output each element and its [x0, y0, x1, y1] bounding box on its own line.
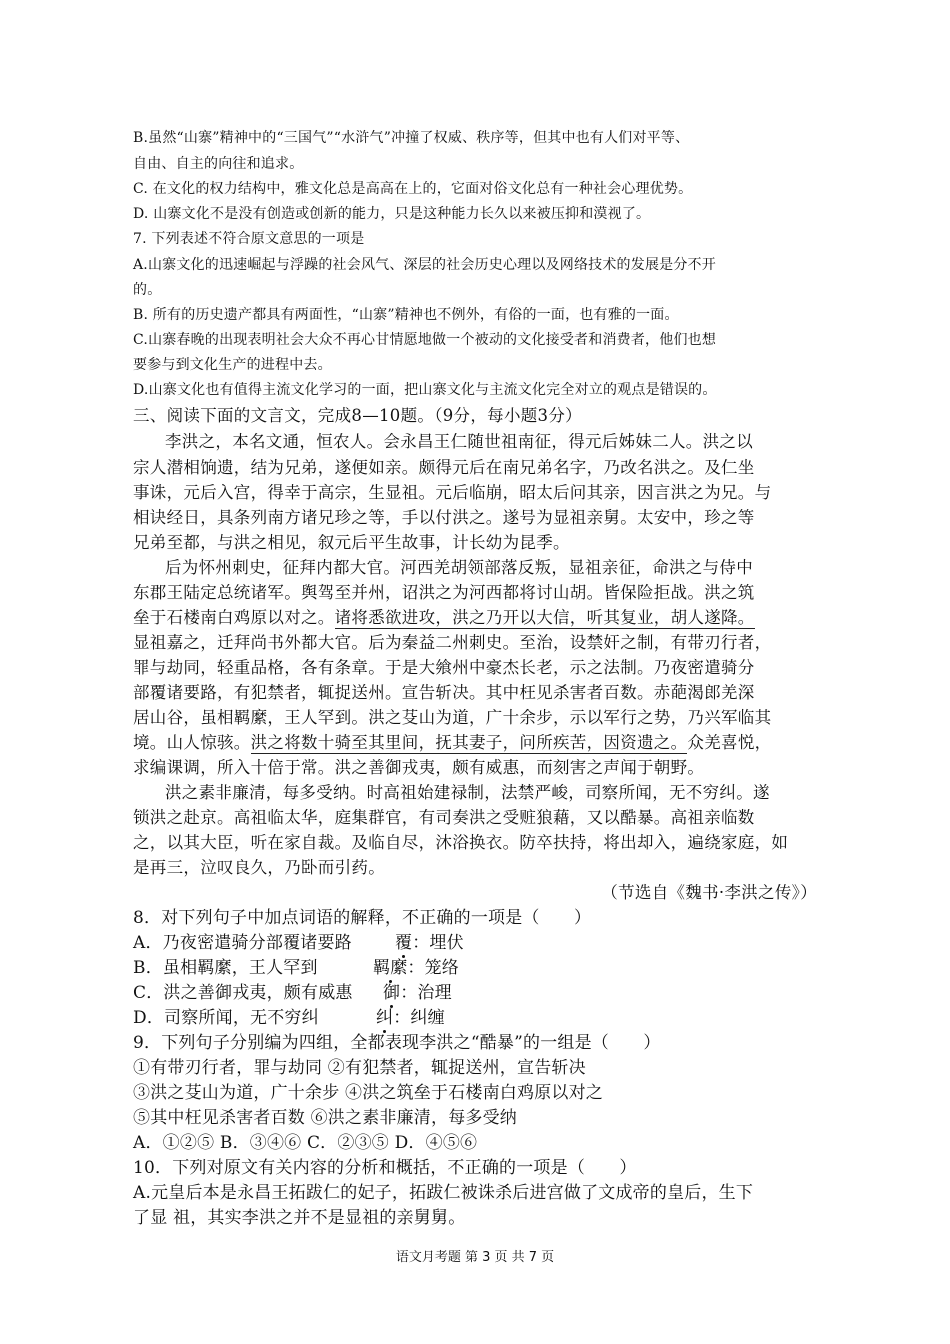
passage-p2-line7: 居山谷，虽相羁縻，王人罕到。洪之芟山为道，广十余步，示以军行之势，乃兴军临其 [133, 708, 772, 727]
underlined-sentence-2: 洪之将数十骑至其里间，抚其妻子，问所疾苦，因资遗之。 [250, 733, 688, 752]
passage-p1-line2: 宗人潜相饷遗，结为兄弟，遂便如亲。颇得元后在南兄弟名字，乃改名洪之。及仁坐 [133, 458, 755, 477]
q10-stem: 10．下列对原文有关内容的分析和概括，不正确的一项是（ ） [133, 1158, 637, 1178]
dotted-word: 纠 [376, 1008, 394, 1028]
q7-stem: 7. 下列表述不符合原文意思的一项是 [133, 231, 365, 247]
passage-p3-line3: 之，以其大臣，听在家自裁。及临自尽，沐浴换衣。防卒扶持，将出却入，遍绕家庭，如 [133, 833, 789, 852]
passage-source: （节选自《魏书·李洪之传》） [601, 883, 817, 902]
q6-option-b-line2: 自由、自主的向往和追求。 [133, 156, 304, 172]
q8-option-a [133, 928, 464, 953]
passage-p1-line1: 李洪之，本名文通，恒农人。会永昌王仁随世祖南征，得元后姊妹二人。洪之以 [165, 432, 753, 451]
passage-p1-line3: 事诛，元后入宫，得幸于高宗，生显祖。元后临崩，昭太后问其亲，因言洪之为兄。与 [133, 483, 772, 502]
passage-p2-line2: 东郡王陆定总统诸军。舆驾至并州，诏洪之为河西都将讨山胡。皆保险拒战。洪之筑 [133, 583, 755, 602]
q9-line1: ①有带刃行者，罪与劫同 ②有犯禁者，辄捉送州，宣告斩决 [133, 1058, 586, 1078]
passage-text: 境。山人惊骇。 [133, 733, 251, 752]
q7-option-a-line1: A.山寨文化的迅速崛起与浮躁的社会风气、深层的社会历史心理以及网络技术的发展是分不开 [133, 257, 716, 273]
option-sentence: D．司察所闻，无不穷纠 [133, 1008, 319, 1028]
option-sentence: C．洪之善御戎夷，颇有威惠 [133, 983, 353, 1003]
passage-p2-line8 [133, 729, 771, 753]
option-explanation: ：笼络 [407, 958, 460, 978]
q10-option-a-line2: 了显 祖，其实李洪之并不是显祖的亲舅舅。 [133, 1208, 466, 1228]
option-explanation: ：埋伏 [412, 933, 464, 953]
q8-option-c [133, 978, 452, 1003]
passage-p2-line5: 罪与劫同，轻重品格，各有条章。于是大飨州中豪杰长老，示之法制。乃夜密遣骑分 [133, 658, 755, 677]
q8-option-b [133, 953, 459, 978]
passage-p3-line2: 锁洪之赴京。高祖临太华，庭集群官，有司奏洪之受赃狼藉，又以酷暴。高祖亲临数 [133, 808, 755, 827]
dotted-word: 羁縻 [373, 958, 408, 978]
q9-line3: ⑤其中枉见杀害者百数 ⑥洪之素非廉清，每多受纳 [133, 1108, 518, 1128]
q9-choices: A．①②⑤ B．③④⑥ C．②③⑤ D．④⑤⑥ [133, 1133, 478, 1153]
passage-p1-line4: 相诀经日，具条列南方诸兄珍之等，手以付洪之。遂号为显祖亲舅。太安中，珍之等 [133, 508, 755, 527]
dotted-word: 御 [383, 983, 401, 1003]
dotted-word: 覆 [395, 933, 413, 953]
q6-option-c: C. 在文化的权力结构中，雅文化总是高高在上的，它面对俗文化总有一种社会心理优势。 [133, 181, 693, 197]
option-sentence: A．乃夜密遣骑分部覆诸要路 [133, 933, 352, 953]
q8-stem: 8．对下列句子中加点词语的解释，不正确的一项是（ ） [133, 908, 592, 928]
q7-option-d: D.山寨文化也有值得主流文化学习的一面，把山寨文化与主流文化完全对立的观点是错误的。 [133, 382, 717, 398]
option-explanation: ：治理 [400, 983, 452, 1003]
passage-p3-line1: 洪之素非廉清，每多受纳。时高祖始建禄制，法禁严峻，司察所闻，无不穷纠。遂 [165, 783, 770, 802]
passage-p2-line4: 显祖嘉之，迁拜尚书外都大官。后为秦益二州刺史。至治，设禁奸之制，有带刃行者， [133, 633, 772, 652]
q7-option-c-line2: 要参与到文化生产的进程中去。 [133, 357, 332, 373]
q9-stem: 9．下列句子分别编为四组，全都表现李洪之“酷暴”的一组是（ ） [133, 1033, 661, 1053]
q6-option-d: D. 山寨文化不是没有创造或创新的能力，只是这种能力长久以来被压抑和漠视了。 [133, 206, 651, 222]
underlined-sentence-1: 诸将悉欲进攻，洪之乃开以大信，听其复业，胡人遂降。 [334, 608, 755, 627]
q7-option-b: B. 所有的历史遗产都具有两面性，“山寨”精神也不例外，有俗的一面，也有雅的一面。 [133, 307, 679, 323]
q9-line2: ③洪之芟山为道，广十余步 ④洪之筑垒于石楼南白鸡原以对之 [133, 1083, 604, 1103]
passage-p2-line6: 部覆诸要路，有犯禁者，辄捉送州。宣告斩决。其中枉见杀害者百数。赤葩渴郎羌深 [133, 683, 755, 702]
q8-option-d [133, 1003, 445, 1028]
q7-option-c-line1: C.山寨春晚的出现表明社会大众不再心甘情愿地做一个被动的文化接受者和消费者，他们也想 [133, 332, 717, 348]
page-footer: 语文月考题 第 3 页 共 7 页 [395, 1250, 555, 1265]
passage-p1-line5: 兄弟至都，与洪之相见，叙元后平生故事，计长幼为昆季。 [133, 533, 570, 552]
q7-option-a-line2: 的。 [133, 282, 162, 298]
passage-p3-line4: 是再三，泣叹良久，乃卧而引药。 [133, 858, 385, 877]
passage-p2-line3 [133, 604, 755, 628]
passage-text: 众羌喜悦， [687, 733, 772, 752]
passage-text: 垒于石楼南白鸡原以对之。 [133, 608, 335, 627]
passage-p2-line9: 求编课调，所入十倍于常。洪之善御戎夷，颇有威惠，而刻害之声闻于朝野。 [133, 758, 705, 777]
passage-p2-line1: 后为怀州刺史，征拜内都大官。河西羌胡领部落反叛，显祖亲征，命洪之与侍中 [165, 558, 753, 577]
option-explanation: ：纠缠 [393, 1008, 445, 1028]
option-sentence: B．虽相羁縻，王人罕到 [133, 958, 318, 978]
q10-option-a-line1: A.元皇后本是永昌王拓跋仁的妃子，拓跋仁被诛杀后进宫做了文成帝的皇后，生下 [133, 1183, 754, 1203]
section-three-heading: 三、阅读下面的文言文，完成8—10题。（9分，每小题3分） [133, 406, 582, 425]
q6-option-b-line1: B.虽然“山寨”精神中的“三国气”“水浒气”冲撞了权威、秩序等，但其中也有人们对平等、 [133, 130, 690, 146]
